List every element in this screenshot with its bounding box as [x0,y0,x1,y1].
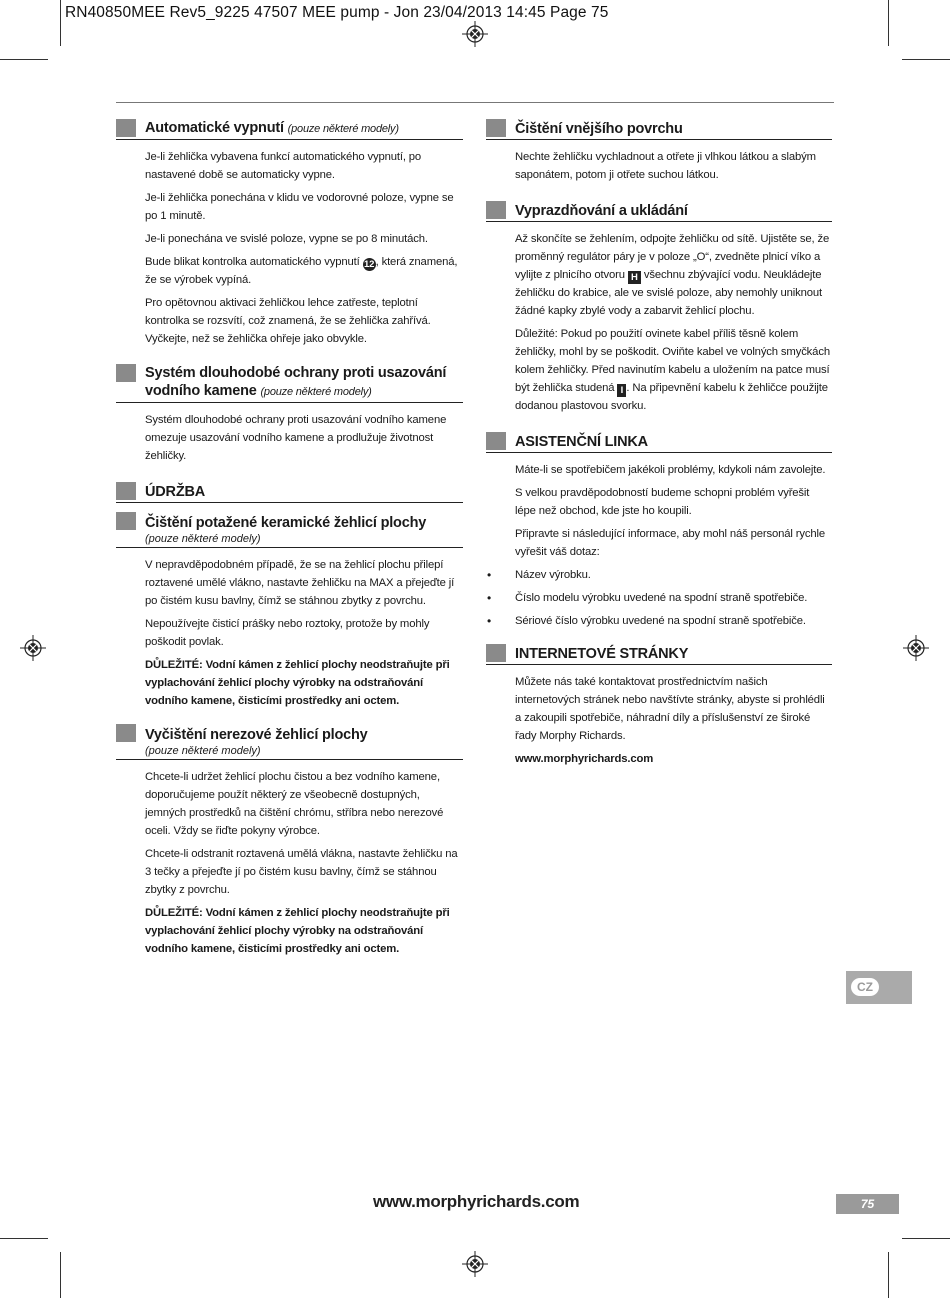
section-stainless [116,726,463,958]
list-item-text: Číslo modelu výrobku uvedené na spodní straně spotřebiče. [515,592,808,604]
heading-marker [486,644,506,662]
letter-h-icon: H [628,271,641,284]
paragraph: Máte-li se spotřebičem jakékoli problémy, kdykoli nám zavolejte. [515,464,826,476]
section-title: Čištění potažené keramické žehlicí plochy [145,515,427,531]
paragraph [145,253,463,289]
section-anti-calc [116,364,463,465]
paragraph: Pro opětovnou aktivaci žehličkou lehce zatřeste, teplotní kontrolka se rozsvítí, což znamená, že se žehlička zahřívá. Vyčkejte, než se žehlička ohřeje jako obvykle. [145,297,431,345]
section-empty-store [486,200,832,415]
section-body [145,556,463,710]
section-title: Systém dlouhodobé ochrany proti usazování vodního kamene [145,365,447,399]
heading-marker [486,119,506,137]
bullet-icon: • [487,614,492,628]
section-body [487,461,832,630]
section-heading [116,481,463,503]
paragraph: Systém dlouhodobé ochrany proti usazování vodního kamene omezuje usazování vodního kamene a prodlužuje životnost žehličky. [145,414,447,462]
section-heading [486,200,832,222]
registration-mark-icon [462,1251,488,1277]
section-body [515,148,832,184]
section-maintenance [116,481,463,503]
registration-mark-icon [462,21,488,47]
paragraph-text: Důležité: Pokud po použití ovinete kabel příliš těsně kolem žehličky, mohl by se poškodit. Oviňte kabel ve volných smyčkách kolem žehličky. Před navinutím kabelu a uložením na patce musí být žehlička studená [515,328,830,394]
paragraph: Nepoužívejte čisticí prášky nebo roztoky, protože by mohly poškodit povlak. [145,618,430,648]
footer-url[interactable]: www.morphyrichards.com [373,1192,580,1211]
list-item-text: Sériové číslo výrobku uvedené na spodní straně spotřebiče. [515,615,806,627]
number-12-icon: 12 [363,259,375,270]
print-header: RN40850MEE Rev5_9225 47507 MEE pump - Jon 23/04/2013 14:45 Page 75 [65,4,609,21]
crop-mark [0,1238,48,1239]
section-title: Vyčištění nerezové žehlicí plochy [145,727,368,743]
heading-marker [116,512,136,530]
paragraph [515,325,832,415]
paragraph-text: Až skončíte se žehlením, odpojte žehličku od sítě. Ujistěte se, že proměnný regulátor páry je v poloze „O“, zvedněte plnicí víko a vylijte z plnicího otvoru [515,233,830,281]
crop-mark [902,59,950,60]
paragraph: Nechte žehličku vychladnout a otřete ji vlhkou látkou a slabým saponátem, potom ji otřete suchou látkou. [515,151,816,181]
registration-mark-icon [20,635,46,661]
registration-mark-icon [903,635,929,661]
list-item-text: Název výrobku. [515,569,591,581]
heading-marker [486,201,506,219]
heading-marker [116,119,136,137]
paragraph: Je-li žehlička ponechána v klidu ve vodorovné poloze, vypne se po 1 minutě. [145,192,454,222]
paragraph: V nepravděpodobném případě, že se na žehlicí plochu přilepí roztavené umělé vlákno, nastavte žehličku na MAX a přejeďte jí po čistém kusu bavlny, čímž se stáhnou zbytky z povrchu. [145,559,455,607]
paragraph: Připravte si následující informace, aby mohl náš personál rychle vyřešit váš dotaz: [515,528,826,558]
paragraph: Chcete-li udržet žehlicí plochu čistou a bez vodního kamene, doporučujeme použít některý ze všeobecně dostupných, jemných prostředků na čištění chrómu, stříbra nebo nerezové oceli. Vždy se řiďte pokyny výrobce. [145,771,444,837]
section-auto-off [116,118,463,348]
section-title: Čištění vnějšího povrchu [515,121,683,137]
website-link[interactable]: www.morphyrichards.com [515,753,654,765]
section-note: (pouze některé modely) [145,745,261,757]
language-tab [846,971,912,1004]
top-rule [116,102,834,103]
paragraph: Můžete nás také kontaktovat prostřednictvím našich internetových stránek nebo navštívte stránky, abyste si prohlédli a zakoupili spotřebiče, náhradní díly a příslušenství ze široké řady Morphy Richards. [515,676,825,742]
section-title: ASISTENČNÍ LINKA [515,434,648,450]
crop-mark [60,0,61,46]
section-body [145,411,463,465]
heading-marker [116,482,136,500]
section-title: ÚDRŽBA [145,484,206,500]
section-helpline [486,431,832,630]
list-item [487,612,832,630]
crop-mark [60,1252,61,1298]
crop-mark [888,0,889,46]
section-note: (pouze některé modely) [287,123,399,135]
crop-mark [902,1238,950,1239]
paragraph: Je-li ponechána ve svislé poloze, vypne se po 8 minutách. [145,233,428,245]
paragraph [515,230,832,320]
paragraph-text: , která znamená, že se výrobek vypíná. [145,256,458,286]
paragraph: Chcete-li odstranit roztavená umělá vlákna, nastavte žehličku na 3 tečky a přejeďte jí po čistém kusu bavlny, čímž se stáhnou zbytky z povrchu. [145,848,458,896]
section-exterior [486,118,832,184]
important-paragraph: DŮLEŽITÉ: Vodní kámen z žehlicí plochy neodstraňujte při vyplachování žehlicí plochy výrobky na odstraňování vodního kamene, čisticími prostředky ani octem. [145,907,450,955]
section-ceramic [116,514,463,710]
paragraph-text: Bude blikat kontrolka automatického vypnutí [145,256,363,268]
section-title: Vyprazdňování a ukládání [515,203,688,219]
section-note: (pouze některé modely) [145,533,261,545]
section-body [145,148,463,348]
section-heading [116,118,463,140]
section-heading [486,431,832,453]
section-body [515,673,832,768]
language-badge [851,978,879,996]
list-item [487,589,832,607]
section-heading [116,514,463,548]
page-number: 75 [836,1194,899,1214]
paragraph-text: . Na připevnění kabelu k žehličce použijte dodanou plastovou svorku. [515,382,828,412]
left-column [116,118,463,963]
section-note: (pouze některé modely) [260,386,372,398]
section-title: Automatické vypnutí [145,120,284,136]
important-paragraph: DŮLEŽITÉ: Vodní kámen z žehlicí plochy neodstraňujte při vyplachování žehlicí plochy výrobky na odstraňování vodního kamene, čisticími prostředky ani octem. [145,659,450,707]
section-title: INTERNETOVÉ STRÁNKY [515,646,689,662]
paragraph: Je-li žehlička vybavena funkcí automatického vypnutí, po nastavené době se automaticky vypne. [145,151,422,181]
info-list [487,566,832,630]
section-heading [486,118,832,140]
list-item [487,566,832,584]
section-heading [486,643,832,665]
section-heading [116,726,463,760]
section-body [515,230,832,415]
heading-marker [116,724,136,742]
letter-i-icon: I [617,384,626,397]
bullet-icon: • [487,591,492,605]
language-code: CZ [857,980,873,994]
heading-marker [486,432,506,450]
crop-mark [888,1252,889,1298]
paragraph: S velkou pravděpodobností budeme schopni problém vyřešit lépe než obchod, kde jste ho koupili. [515,487,810,517]
crop-mark [0,59,48,60]
heading-marker [116,364,136,382]
section-heading [116,364,463,403]
right-column [486,118,832,773]
bullet-icon: • [487,568,492,582]
paragraph-text: všechnu zbývající vodu. Neukládejte žehličku do krabice, ale ve svislé poloze, aby nemohly uniknout žádné kapky zbylé vody a zabarvit žehlicí plochu. [515,269,823,317]
section-website [486,643,832,768]
section-body [145,768,463,958]
